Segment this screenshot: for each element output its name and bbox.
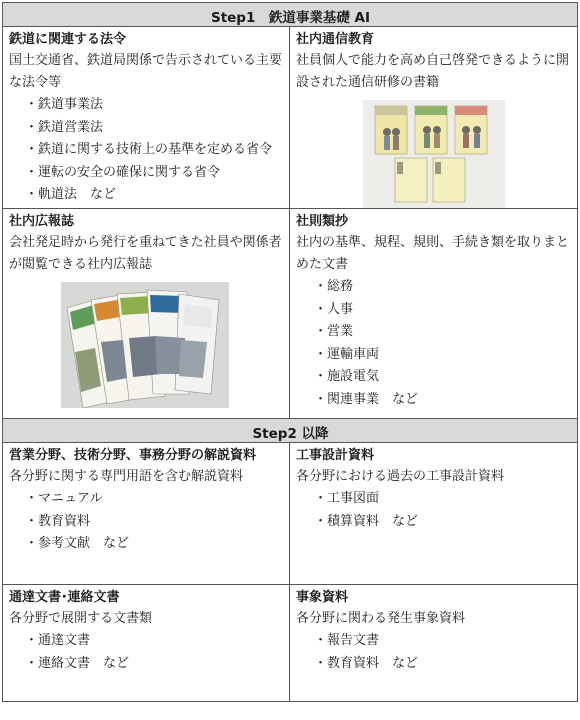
list-item: ・教育資料 など bbox=[314, 655, 419, 671]
list-item: ・参考文献 など bbox=[25, 536, 130, 551]
comm-desc: 社員個人で能力を高め自己啓発できるように開設された通信研修の書籍 bbox=[296, 53, 570, 90]
laws-desc: 国土交通省、鉄道局関係で告示されている主要な法令等 bbox=[9, 53, 283, 90]
step2-header: Step2 以降 bbox=[3, 419, 578, 443]
data-source-table bbox=[2, 2, 578, 702]
rules-cell bbox=[290, 209, 578, 419]
list-item: ・人事 bbox=[314, 301, 354, 317]
list-item: ・通達文書 bbox=[25, 633, 91, 648]
notices-desc: 各分野で展開する文書類 bbox=[9, 611, 153, 626]
pr-desc: 会社発足時から発行を重ねてきた社員や関係者が閲覧できる社内広報誌 bbox=[9, 235, 282, 272]
list-item: ・施設電気 bbox=[314, 369, 380, 384]
design-cell bbox=[290, 443, 578, 585]
design-desc: 各分野における過去の工事設計資料 bbox=[296, 469, 505, 484]
list-item: ・連絡文書 など bbox=[25, 655, 130, 671]
laws-cell bbox=[3, 27, 290, 209]
list-item: ・鉄道に関する技術上の基準を定める省令 bbox=[25, 142, 273, 157]
pr-title: 社内広報誌 bbox=[9, 214, 75, 229]
list-item: ・運転の安全の確保に関する省令 bbox=[25, 164, 221, 180]
list-item: ・運輸車両 bbox=[314, 346, 380, 362]
incidents-list bbox=[296, 630, 572, 675]
list-item: ・教育資料 bbox=[25, 513, 91, 529]
notices-cell bbox=[3, 585, 290, 702]
fields-cell bbox=[3, 443, 290, 585]
design-title: 工事設計資料 bbox=[296, 448, 375, 463]
laws-list bbox=[9, 94, 284, 207]
list-item: ・鉄道営業法 bbox=[25, 119, 104, 135]
incidents-title: 事象資料 bbox=[296, 590, 349, 605]
design-list bbox=[296, 488, 572, 533]
step1-header: Step1 鉄道事業基礎 AI bbox=[3, 3, 578, 27]
list-item: ・工事図面 bbox=[314, 491, 380, 506]
incidents-desc: 各分野に関わる発生事象資料 bbox=[296, 611, 466, 626]
comm-title: 社内通信教育 bbox=[296, 32, 375, 47]
fields-title: 営業分野、技術分野、事務分野の解説資料 bbox=[9, 448, 257, 463]
rules-title: 社則類抄 bbox=[296, 214, 349, 229]
list-item: ・軌道法 など bbox=[25, 187, 117, 202]
list-item: ・総務 bbox=[314, 279, 354, 294]
comm-cell bbox=[290, 27, 578, 209]
list-item: ・積算資料 など bbox=[314, 513, 419, 529]
fields-desc: 各分野に関する専門用語を含む解説資料 bbox=[9, 469, 244, 484]
incidents-cell bbox=[290, 585, 578, 702]
list-item: ・鉄道事業法 bbox=[25, 97, 104, 112]
fields-list bbox=[9, 488, 284, 556]
magazines-photo bbox=[61, 282, 229, 408]
list-item: ・関連事業 など bbox=[314, 391, 419, 407]
list-item: ・マニュアル bbox=[25, 491, 103, 506]
pr-cell bbox=[3, 209, 290, 419]
rules-list bbox=[296, 276, 572, 411]
training-books-photo bbox=[363, 100, 505, 208]
notices-title: 通達文書･連絡文書 bbox=[9, 590, 120, 605]
rules-desc: 社内の基準、規程、規則、手続き類を取りまとめた文書 bbox=[296, 235, 570, 272]
list-item: ・営業 bbox=[314, 324, 354, 339]
list-item: ・報告文書 bbox=[314, 633, 380, 648]
notices-list bbox=[9, 630, 284, 675]
laws-title: 鉄道に関連する法令 bbox=[9, 32, 127, 47]
